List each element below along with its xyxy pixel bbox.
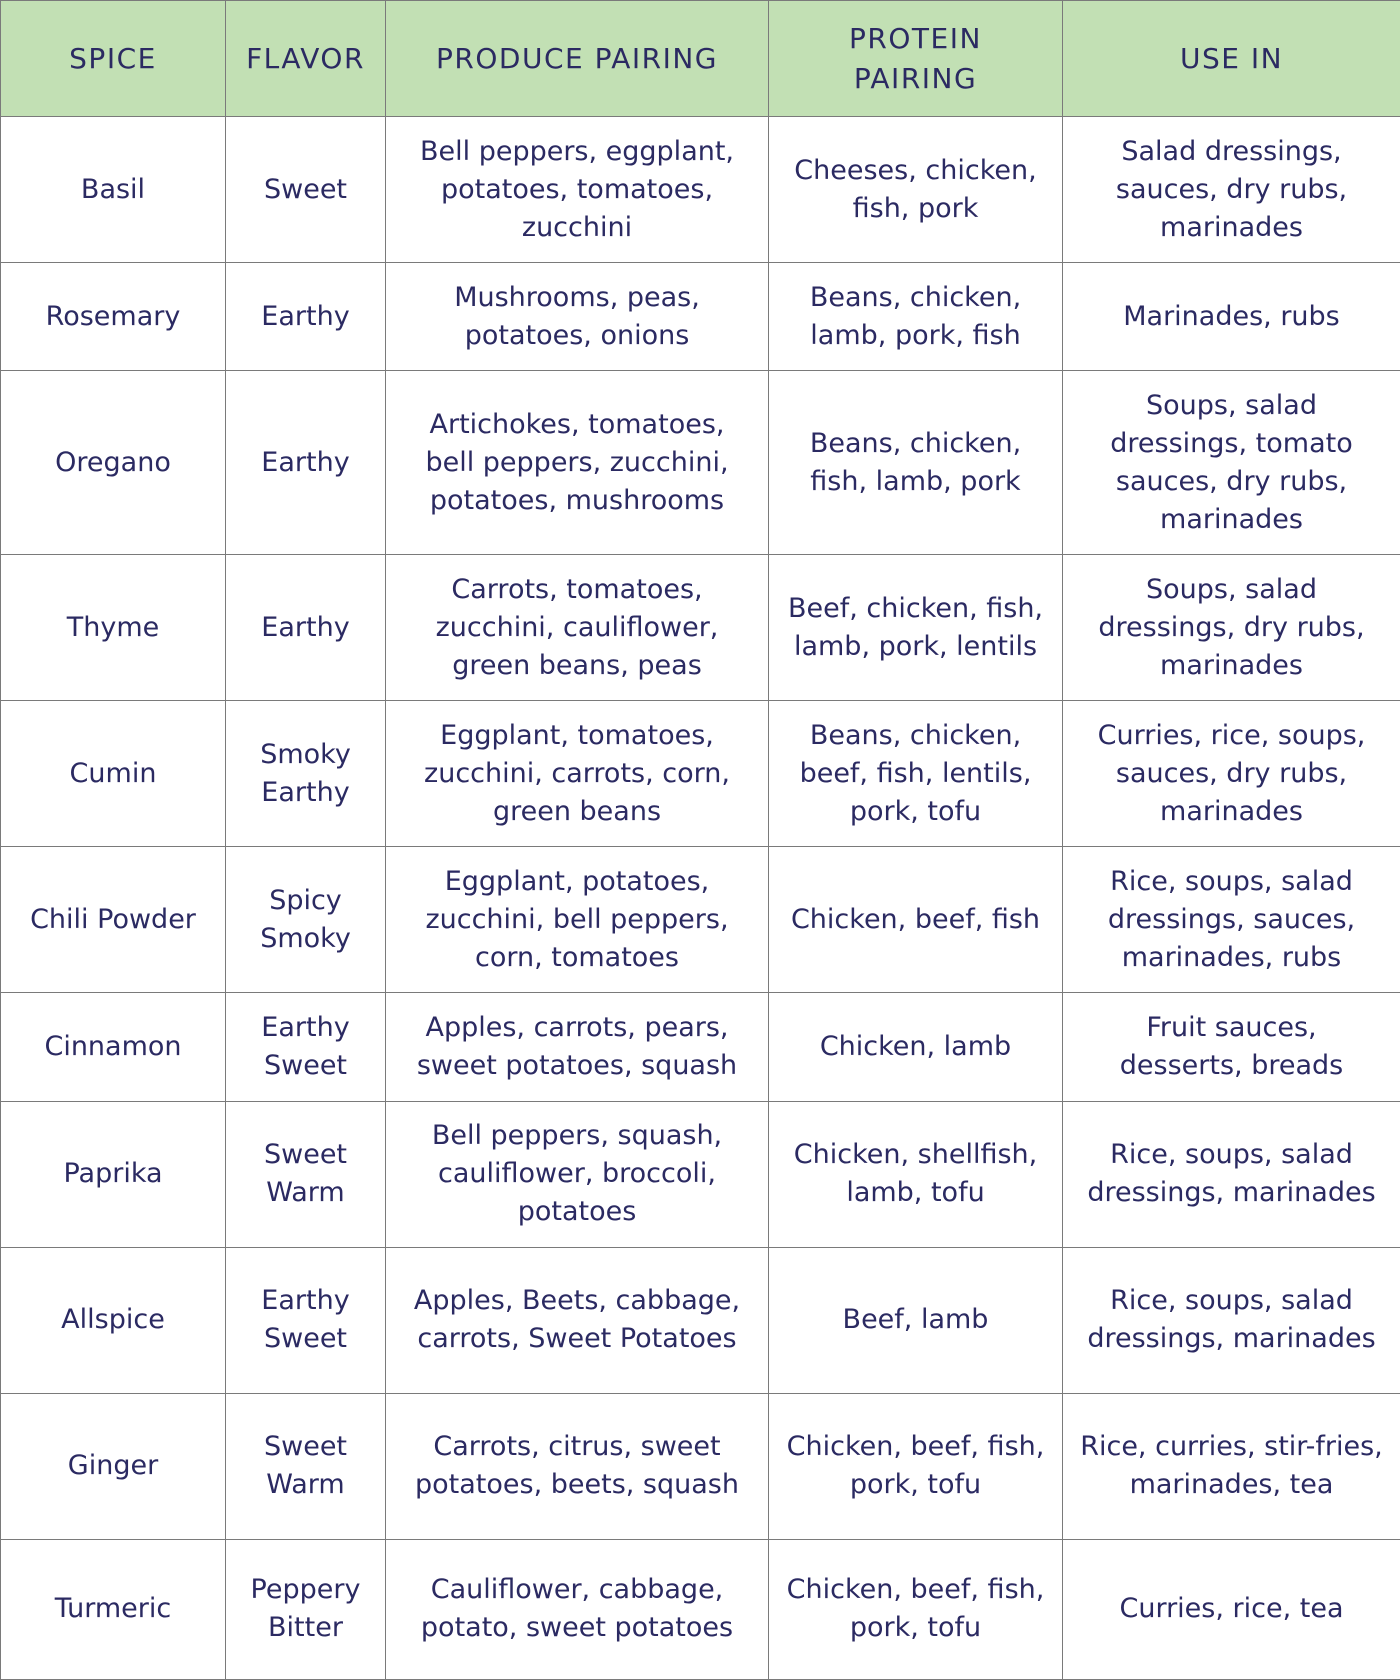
produce-cell: Bell peppers, squash, cauliflower, broccoli, potatoes (386, 1101, 769, 1247)
header-use-in: USE IN (1063, 1, 1400, 117)
use-cell: Fruit sauces, desserts, breads (1063, 993, 1400, 1101)
protein-cell: Chicken, beef, fish (769, 847, 1063, 993)
table-row (1, 263, 1400, 371)
protein-cell: Beef, lamb (769, 1247, 1063, 1393)
table-row (1, 847, 1400, 993)
produce-cell: Apples, carrots, pears, sweet potatoes, squash (386, 993, 769, 1101)
produce-cell: Cauliflower, cabbage, potato, sweet potatoes (386, 1539, 769, 1679)
use-cell: Salad dressings, sauces, dry rubs, marinades (1063, 117, 1400, 263)
protein-cell: Chicken, beef, fish, pork, tofu (769, 1539, 1063, 1679)
flavor-cell: Sweet Warm (226, 1393, 386, 1539)
header-row (1, 1, 1400, 117)
flavor-cell: Smoky Earthy (226, 701, 386, 847)
table-row (1, 1539, 1400, 1679)
produce-cell: Eggplant, potatoes, zucchini, bell peppers, corn, tomatoes (386, 847, 769, 993)
table-row (1, 1101, 1400, 1247)
use-cell: Rice, curries, stir-fries, marinades, tea (1063, 1393, 1400, 1539)
protein-cell: Beans, chicken, fish, lamb, pork (769, 371, 1063, 555)
use-cell: Rice, soups, salad dressings, sauces, marinades, rubs (1063, 847, 1400, 993)
produce-cell: Bell peppers, eggplant, potatoes, tomatoes, zucchini (386, 117, 769, 263)
flavor-cell: Sweet Warm (226, 1101, 386, 1247)
produce-cell: Mushrooms, peas, potatoes, onions (386, 263, 769, 371)
flavor-cell: Spicy Smoky (226, 847, 386, 993)
flavor-cell: Earthy (226, 371, 386, 555)
use-cell: Rice, soups, salad dressings, marinades (1063, 1247, 1400, 1393)
table-row (1, 1247, 1400, 1393)
spice-cell: Turmeric (1, 1539, 226, 1679)
use-cell: Soups, salad dressings, dry rubs, marinades (1063, 555, 1400, 701)
spice-cell: Cumin (1, 701, 226, 847)
spice-cell: Thyme (1, 555, 226, 701)
protein-cell: Chicken, shellfish, lamb, tofu (769, 1101, 1063, 1247)
produce-cell: Carrots, tomatoes, zucchini, cauliflower, green beans, peas (386, 555, 769, 701)
produce-cell: Eggplant, tomatoes, zucchini, carrots, corn, green beans (386, 701, 769, 847)
protein-cell: Beans, chicken, lamb, pork, fish (769, 263, 1063, 371)
spice-cell: Rosemary (1, 263, 226, 371)
spice-cell: Basil (1, 117, 226, 263)
table-row (1, 1393, 1400, 1539)
flavor-cell: Earthy Sweet (226, 1247, 386, 1393)
header-spice: SPICE (1, 1, 226, 117)
table-row (1, 993, 1400, 1101)
spice-cell: Ginger (1, 1393, 226, 1539)
use-cell: Curries, rice, tea (1063, 1539, 1400, 1679)
flavor-cell: Peppery Bitter (226, 1539, 386, 1679)
table-row (1, 117, 1400, 263)
spice-cell: Allspice (1, 1247, 226, 1393)
header-flavor: FLAVOR (226, 1, 386, 117)
header-protein-pairing: PROTEIN PAIRING (769, 1, 1063, 117)
use-cell: Soups, salad dressings, tomato sauces, dry rubs, marinades (1063, 371, 1400, 555)
table-row (1, 371, 1400, 555)
flavor-cell: Earthy (226, 263, 386, 371)
flavor-cell: Earthy (226, 555, 386, 701)
spice-cell: Cinnamon (1, 993, 226, 1101)
protein-cell: Beans, chicken, beef, fish, lentils, pork, tofu (769, 701, 1063, 847)
produce-cell: Apples, Beets, cabbage, carrots, Sweet Potatoes (386, 1247, 769, 1393)
produce-cell: Carrots, citrus, sweet potatoes, beets, squash (386, 1393, 769, 1539)
produce-cell: Artichokes, tomatoes, bell peppers, zucchini, potatoes, mushrooms (386, 371, 769, 555)
spice-cell: Oregano (1, 371, 226, 555)
flavor-cell: Earthy Sweet (226, 993, 386, 1101)
protein-cell: Chicken, lamb (769, 993, 1063, 1101)
use-cell: Marinades, rubs (1063, 263, 1400, 371)
protein-cell: Cheeses, chicken, fish, pork (769, 117, 1063, 263)
table-row (1, 701, 1400, 847)
flavor-cell: Sweet (226, 117, 386, 263)
use-cell: Rice, soups, salad dressings, marinades (1063, 1101, 1400, 1247)
spice-cell: Chili Powder (1, 847, 226, 993)
protein-cell: Beef, chicken, fish, lamb, pork, lentils (769, 555, 1063, 701)
protein-cell: Chicken, beef, fish, pork, tofu (769, 1393, 1063, 1539)
table-row (1, 555, 1400, 701)
use-cell: Curries, rice, soups, sauces, dry rubs, marinades (1063, 701, 1400, 847)
spice-cell: Paprika (1, 1101, 226, 1247)
header-produce-pairing: PRODUCE PAIRING (386, 1, 769, 117)
